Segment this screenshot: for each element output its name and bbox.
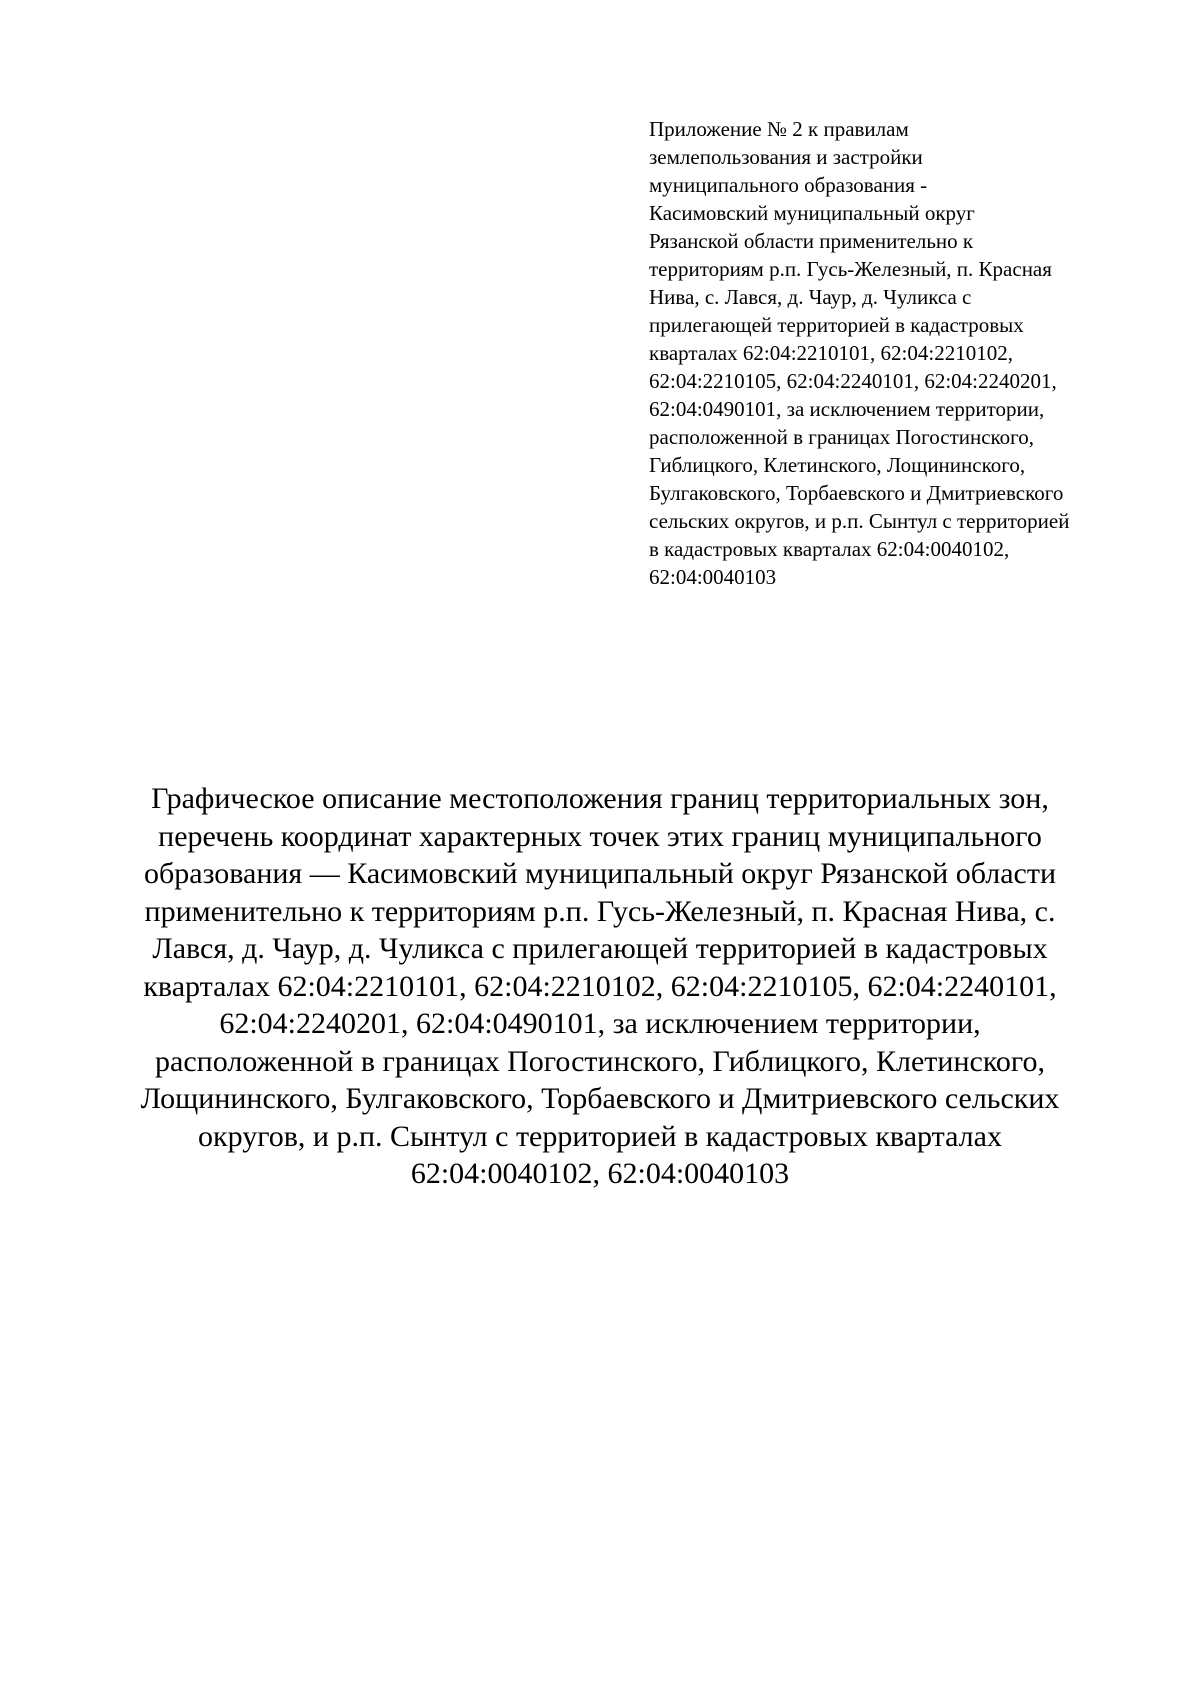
title-line: 62:04:2240201, 62:04:0490101, за исключением территории, [219,1007,981,1040]
appendix-note-line: территориям р.п. Гусь-Железный, п. Красная [649,257,1052,281]
title-line: применительно к территориям р.п. Гусь-Железный, п. Красная Нива, с. [144,894,1056,928]
appendix-note-line: Булгаковского, Торбаевского и Дмитриевского [649,481,1064,505]
appendix-note-line: 62:04:0040103 [649,565,777,589]
appendix-note-line: Нива, с. Лався, д. Чаур, д. Чуликса с [649,285,972,309]
appendix-note-line: Рязанской области применительно к [649,229,974,253]
title-line: Графическое описание местоположения границ территориальных зон, [151,782,1049,815]
appendix-note [649,115,1169,591]
appendix-note-line: муниципального образования - [649,173,928,197]
title-line: округов, и р.п. Сынтул с территорией в кадастровых кварталах [198,1119,1002,1153]
appendix-note-line: расположенной в границах Погостинского, [649,425,1035,449]
title-line: перечень координат характерных точек этих границ муниципального [158,819,1042,853]
appendix-note-line: 62:04:0490101, за исключением территории, [649,397,1045,421]
title-line: образования — Касимовский муниципальный округ Рязанской области [143,857,1057,890]
appendix-note-line: Касимовский муниципальный округ [649,201,975,225]
appendix-note-line: 62:04:2210105, 62:04:2240101, 62:04:2240201, [649,369,1057,393]
appendix-note-line: прилегающей территорией в кадастровых [649,313,1024,337]
title-line: 62:04:0040102, 62:04:0040103 [410,1157,790,1190]
title-line: кварталах 62:04:2210101, 62:04:2210102, 62:04:2210105, 62:04:2240101, [143,969,1057,1003]
appendix-note-line: Гиблицкого, Клетинского, Лощининского, [649,453,1026,477]
title-line: Лався, д. Чаур, д. Чуликса с прилегающей территорией в кадастровых [152,932,1048,965]
title-line: Лощининского, Булгаковского, Торбаевского и Дмитриевского сельских [140,1082,1060,1115]
appendix-note-line: в кадастровых кварталах 62:04:0040102, [649,537,1010,561]
appendix-note-line: сельских округов, и р.п. Сынтул с территорией [649,509,1070,533]
title-line: расположенной в границах Погостинского, Гиблицкого, Клетинского, [155,1044,1045,1078]
appendix-note-line: землепользования и застройки [649,145,923,169]
document-title [100,780,1100,1193]
appendix-note-line: Приложение № 2 к правилам [649,117,909,141]
appendix-note-line: кварталах 62:04:2210101, 62:04:2210102, [649,341,1013,365]
